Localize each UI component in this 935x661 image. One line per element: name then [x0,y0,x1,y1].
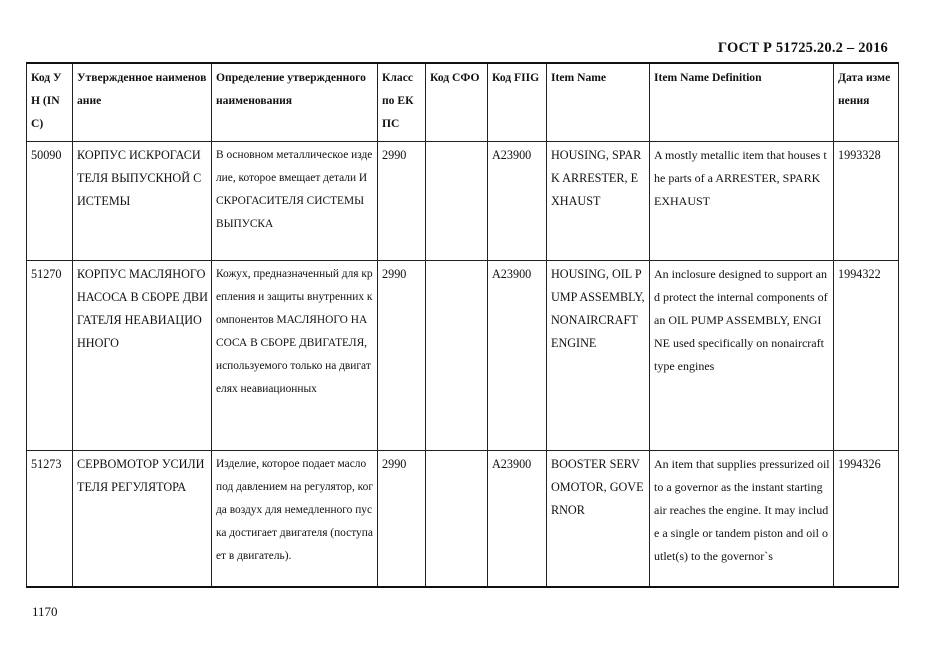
cell-sfo [426,260,488,450]
header-approved-name: Утвержденное наименование [73,63,212,141]
header-date: Дата изменения [834,63,899,141]
cell-inc: 51273 [27,450,73,587]
cell-fiig: A23900 [488,450,547,587]
header-sfo: Код СФО [426,63,488,141]
header-item-name: Item Name [547,63,650,141]
cell-item-definition: An item that supplies pressurized oil to a governor as the instant starting air reaches the engine. It may include a single or tandem piston and oil outlet(s) to the governor`s [650,450,834,587]
cell-date: 1994326 [834,450,899,587]
cell-item-name: BOOSTER SERVOMOTOR, GOVERNOR [547,450,650,587]
cell-inc: 50090 [27,141,73,260]
header-inc: Код УН (INC) [27,63,73,141]
cell-item-definition: A mostly metallic item that houses the parts of a ARRESTER, SPARK EXHAUST [650,141,834,260]
cell-fiig: A23900 [488,141,547,260]
catalog-table [26,62,899,588]
cell-approved-name: КОРПУС ИСКРОГАСИТЕЛЯ ВЫПУСКНОЙ СИСТЕМЫ [73,141,212,260]
cell-fiig: A23900 [488,260,547,450]
cell-definition: Изделие, которое подает масло под давлением на регулятор, когда воздух для немедленного пуска достигает двигателя (поступает в двигатель). [212,450,378,587]
cell-class: 2990 [378,260,426,450]
cell-item-name: HOUSING, OIL PUMP ASSEMBLY, NONAIRCRAFT ENGINE [547,260,650,450]
cell-approved-name: СЕРВОМОТОР УСИЛИТЕЛЯ РЕГУЛЯТОРА [73,450,212,587]
table-row [27,260,899,450]
cell-approved-name: КОРПУС МАСЛЯНОГО НАСОСА В СБОРЕ ДВИГАТЕЛЯ НЕАВИАЦИОННОГО [73,260,212,450]
page-number: 1170 [32,604,58,619]
document-title: ГОСТ Р 51725.20.2 – 2016 [717,40,888,56]
cell-sfo [426,450,488,587]
cell-definition: В основном металлическое изделие, которое вмещает детали ИСКРОГАСИТЕЛЯ СИСТЕМЫ ВЫПУСКА [212,141,378,260]
cell-class: 2990 [378,450,426,587]
cell-class: 2990 [378,141,426,260]
header-item-definition: Item Name Definition [650,63,834,141]
cell-definition: Кожух, предназначенный для крепления и защиты внутренних компонентов МАСЛЯНОГО НАСОСА В СБОРЕ ДВИГАТЕЛЯ, используемого только на двигателях неавиационных [212,260,378,450]
header-class: Класс по ЕКПС [378,63,426,141]
table-row [27,450,899,587]
table-header-row [27,63,899,141]
cell-inc: 51270 [27,260,73,450]
cell-item-name: HOUSING, SPARK ARRESTER, EXHAUST [547,141,650,260]
table-row [27,141,899,260]
header-fiig: Код FIIG [488,63,547,141]
cell-item-definition: An inclosure designed to support and protect the internal components of an OIL PUMP ASSEMBLY, ENGINE used specifically on nonaircraft type engines [650,260,834,450]
cell-date: 1993328 [834,141,899,260]
cell-date: 1994322 [834,260,899,450]
cell-sfo [426,141,488,260]
header-definition: Определение утвержденного наименования [212,63,378,141]
